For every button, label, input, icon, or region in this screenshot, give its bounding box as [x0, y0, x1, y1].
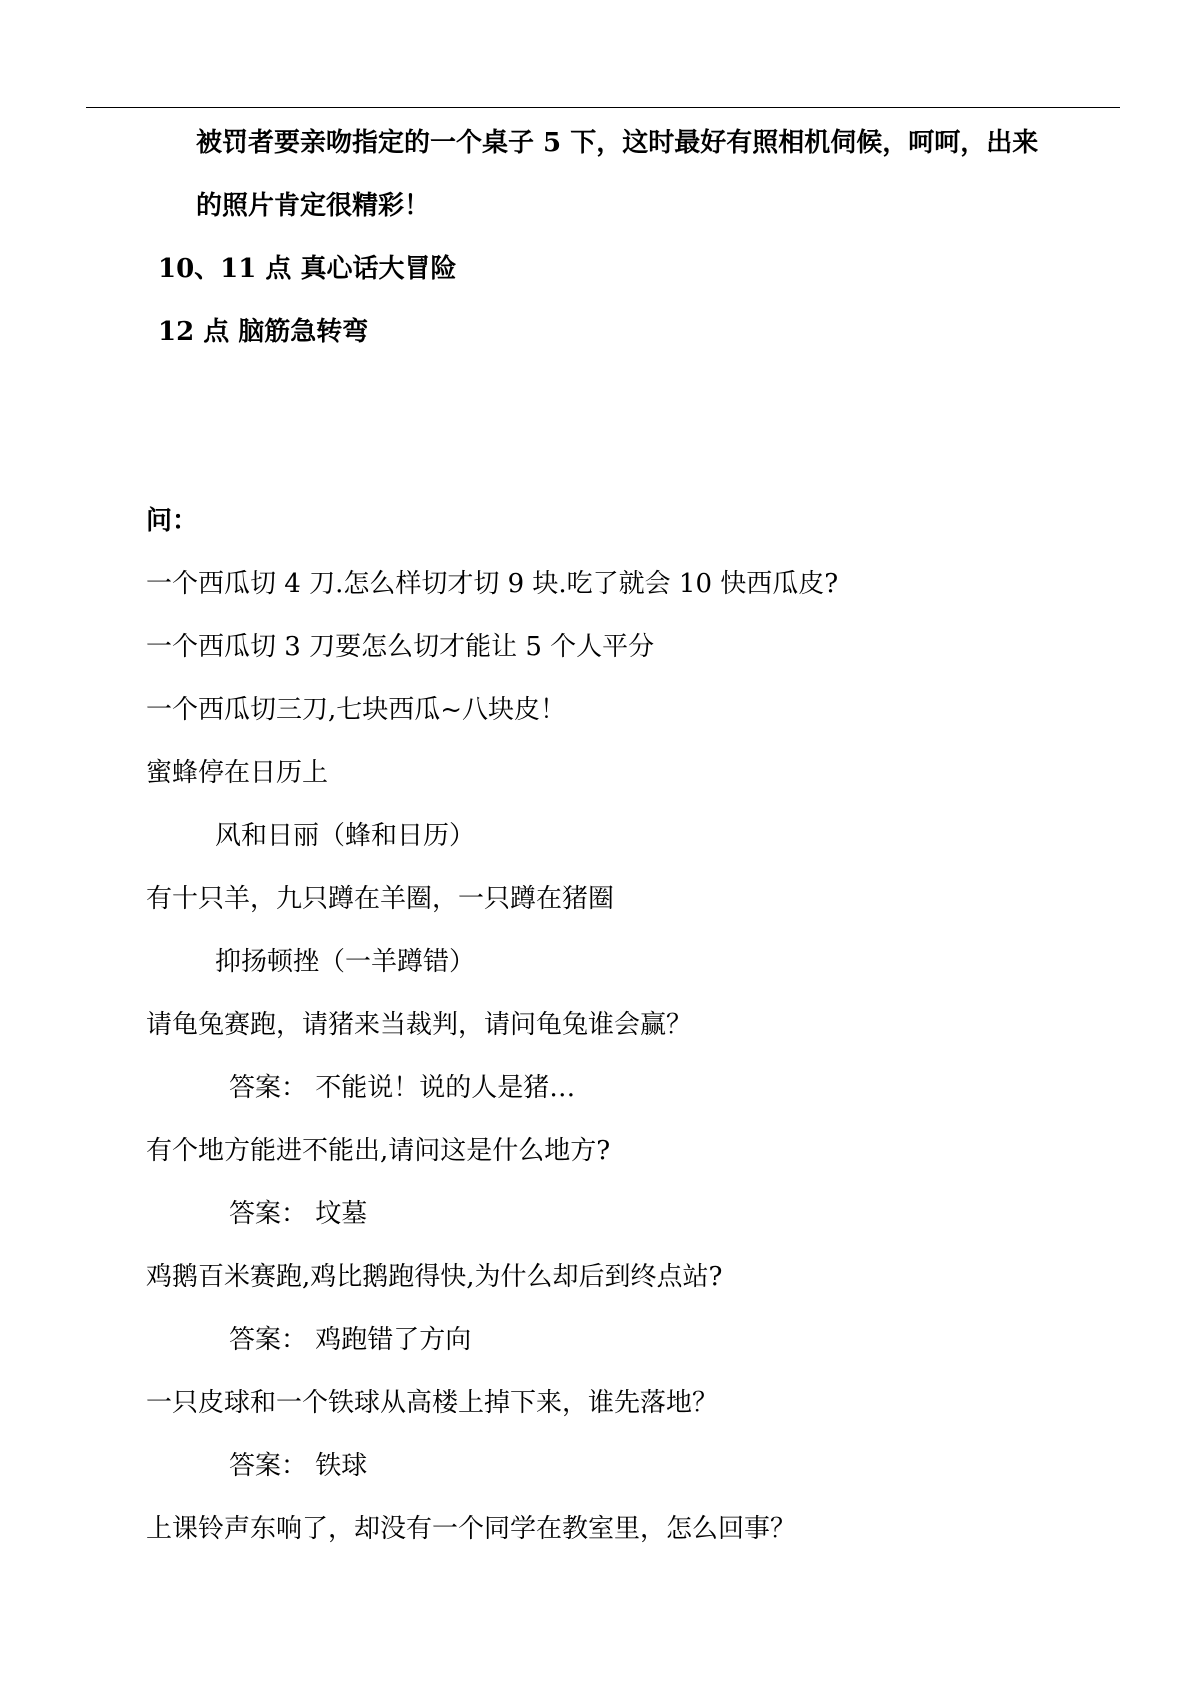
- riddle-line: 有个地方能进不能出,请问这是什么地方?: [146, 1136, 611, 1166]
- riddle-answer: 答案： 坟墓: [229, 1199, 368, 1229]
- section-heading-truth-or-dare: 10、11 点 真心话大冒险: [158, 254, 457, 284]
- riddle-line: 请龟兔赛跑，请猪来当裁判，请问龟兔谁会赢？: [146, 1010, 693, 1040]
- riddle-line: 一个西瓜切三刀,七块西瓜~八块皮！: [146, 695, 567, 725]
- riddle-answer: 风和日丽（蜂和日历）: [215, 821, 476, 851]
- section-heading-brain-teasers: 12 点 脑筋急转弯: [158, 317, 369, 347]
- riddle-line: 有十只羊，九只蹲在羊圈，一只蹲在猪圈: [146, 884, 615, 914]
- rule-text-line-2: 的照片肯定很精彩！: [196, 191, 431, 221]
- riddle-line: 一个西瓜切 4 刀.怎么样切才切 9 块.吃了就会 10 快西瓜皮?: [146, 569, 839, 599]
- riddle-line: 蜜蜂停在日历上: [146, 758, 329, 788]
- riddle-answer: 抑扬顿挫（一羊蹲错）: [215, 947, 476, 977]
- question-label: 问：: [146, 506, 199, 536]
- riddle-answer: 答案： 不能说！说的人是猪…: [229, 1073, 576, 1103]
- rule-text-line-1: 被罚者要亲吻指定的一个桌子 5 下，这时最好有照相机伺候，呵呵，出来: [196, 128, 1039, 158]
- riddle-answer: 答案： 铁球: [229, 1451, 368, 1481]
- header-rule: [86, 107, 1120, 108]
- riddle-answer: 答案： 鸡跑错了方向: [229, 1325, 472, 1355]
- riddle-line: 一只皮球和一个铁球从高楼上掉下来，谁先落地？: [146, 1388, 719, 1418]
- riddle-line: 一个西瓜切 3 刀要怎么切才能让 5 个人平分: [146, 632, 655, 662]
- riddle-line: 鸡鹅百米赛跑,鸡比鹅跑得快,为什么却后到终点站?: [146, 1262, 723, 1292]
- riddle-line: 上课铃声东响了，却没有一个同学在教室里，怎么回事？: [146, 1514, 797, 1544]
